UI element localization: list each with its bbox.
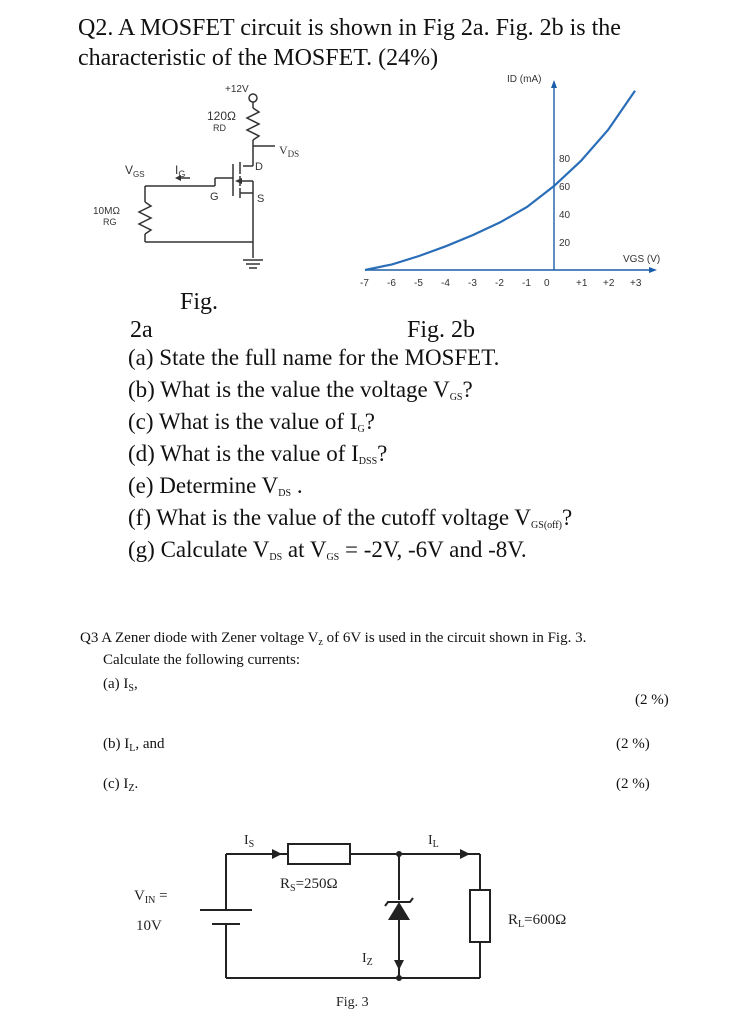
x-tick-label: -1 [522, 278, 531, 289]
y-axis-arrow-icon [551, 80, 557, 88]
drain-label: D [255, 161, 263, 173]
rs-label: $R_S=250\Omega$ [280, 876, 338, 894]
ig-label: $I_G$ [175, 163, 186, 179]
x-axis-arrow-icon [649, 267, 657, 273]
vgs-label: $V_{GS}$ [125, 163, 145, 179]
x-tick-label: +3 [630, 278, 642, 289]
rg-resistor [139, 202, 151, 234]
y-tick-label: 20 [559, 238, 571, 249]
vin-label: $V_{IN}$ = [134, 888, 168, 906]
source-label: S [257, 193, 265, 205]
q2-question-a: (a) State the full name for the MOSFET. [128, 345, 500, 370]
is-label: $I_S$ [244, 833, 255, 850]
x-tick-label: 0 [544, 278, 550, 289]
q3-part-c: (c) $I_Z$. [103, 776, 139, 794]
rd-value: 120Ω [207, 109, 236, 123]
y-tick-label: 40 [559, 210, 571, 221]
rl-label: $R_L=600\Omega$ [508, 912, 567, 930]
x-tick-label: -6 [387, 278, 396, 289]
q3-part-a: (a) $I_S$, [103, 676, 138, 694]
x-tick-label: +1 [576, 278, 588, 289]
x-tick-label: -3 [468, 278, 477, 289]
q2-question-d: (d) What is the value of $I_{DSS}$? [128, 441, 388, 467]
iz-arrow-icon [394, 960, 404, 970]
fig3-zener-circuit [120, 820, 620, 1020]
fig2a-mosfet-circuit [85, 78, 305, 278]
q2-question-e: (e) Determine $V_{DS}$ . [128, 473, 303, 499]
fig2a-label-line2: 2a [130, 317, 153, 343]
rg-value: 10MΩ [93, 206, 120, 217]
rg-label: RG [103, 217, 117, 227]
x-tick-label: -7 [360, 278, 369, 289]
y-tick-label: 80 [559, 154, 571, 165]
fig3-caption: Fig. 3 [336, 995, 369, 1010]
x-tick-label: +2 [603, 278, 615, 289]
q3-line1: Q3 A Zener diode with Zener voltage $V_z$ of 6V is used in the circuit shown in Fig. 3. [80, 630, 587, 648]
q2-title-line2: characteristic of the MOSFET. (24%) [78, 45, 439, 71]
y-tick-label: 60 [559, 182, 571, 193]
rd-label: RD [213, 123, 226, 133]
mosfet-arrow-icon [235, 178, 242, 184]
q3-line2: Calculate the following currents: [103, 652, 301, 668]
vdd-label: +12V [225, 84, 249, 95]
gate-label: G [210, 191, 219, 203]
rl-resistor [470, 890, 490, 942]
q2-question-b: (b) What is the value the voltage $V_{GS}$? [128, 377, 473, 403]
q3-part-b: (b) $I_L$, and [103, 736, 165, 754]
rs-resistor [288, 844, 350, 864]
id-vgs-curve [365, 91, 635, 270]
rd-resistor [247, 108, 259, 140]
zener-diode-icon [388, 902, 410, 920]
fig2b-label: Fig. 2b [407, 317, 476, 343]
x-tick-label: -5 [414, 278, 423, 289]
q2-title-line1: Q2. A MOSFET circuit is shown in Fig 2a. Fig. 2b is the [78, 15, 621, 41]
q2-question-g: (g) Calculate $V_{DS}$ at $V_{GS} = -2V$, -6V and -8V. [128, 537, 527, 563]
q3-part-c-marks: (2 %) [616, 776, 650, 792]
x-tick-label: -2 [495, 278, 504, 289]
iz-label: $I_Z$ [362, 951, 373, 968]
vin-value: 10V [136, 918, 162, 934]
fig2b-chart [360, 72, 665, 294]
vds-label: $V_{DS}$ [279, 143, 300, 159]
q3-part-b-marks: (2 %) [616, 736, 650, 752]
q2-question-c: (c) What is the value of $I_G$? [128, 409, 375, 435]
chart-xlabel: VGS (V) [623, 254, 661, 265]
q2-question-f: (f) What is the value of the cutoff voltage $V_{GS(off)}$? [128, 505, 573, 531]
x-tick-label: -4 [441, 278, 450, 289]
q3-part-a-marks: (2 %) [635, 692, 669, 708]
is-arrow-icon [272, 849, 282, 859]
vdd-terminal [249, 94, 257, 102]
fig2a-label-line1: Fig. [180, 289, 219, 315]
il-label: $I_L$ [428, 833, 439, 850]
il-arrow-icon [460, 849, 470, 859]
chart-ylabel: ID (mA) [507, 74, 542, 85]
